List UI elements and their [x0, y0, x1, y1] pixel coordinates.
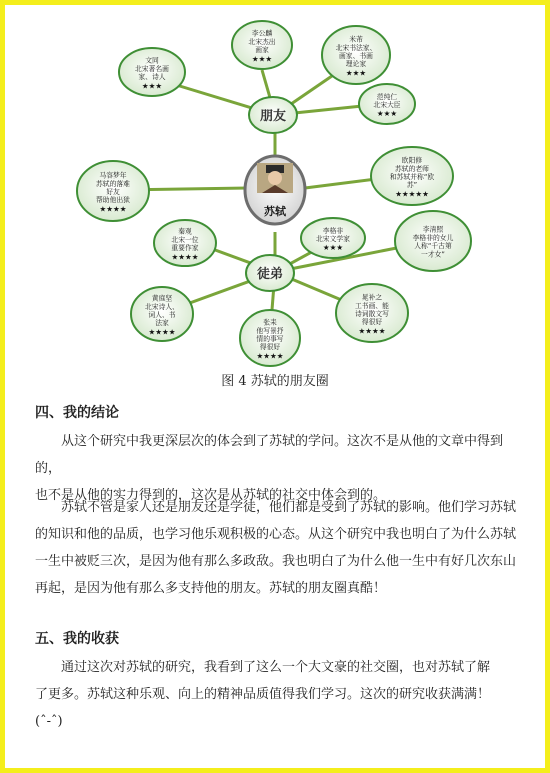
star-rating: ★★★ — [376, 109, 398, 119]
section4-p1-line1: 从这个研究中我更深层次的体会到了苏轼的学问。这次不是从他的文章中得到的， — [35, 434, 504, 476]
bubble-text: 欧阳修 — [401, 156, 423, 165]
bubble-text: 他写景抒 — [256, 326, 284, 335]
bubble-text: 情的事写 — [256, 335, 284, 343]
hub-friends-label: 朋友 — [259, 109, 287, 124]
bubble-ouyang-xiu — [371, 147, 453, 205]
bubble-wen-tong — [119, 48, 185, 96]
bubble-text: 理论家 — [345, 60, 367, 69]
bubble-text: 重要作家 — [171, 244, 199, 253]
bubble-li-gonglin — [232, 21, 292, 69]
bubble-text: 张耒 — [263, 318, 277, 327]
bubble-fan-chunren — [359, 84, 415, 124]
bubble-text: 黄庭坚 — [151, 294, 173, 303]
star-rating: ★★★ — [141, 81, 163, 91]
star-rating: ★★★ — [251, 54, 273, 64]
bubble-text: 李清照 — [422, 225, 444, 234]
star-rating: ★★★★ — [99, 204, 127, 214]
section4-p2 — [35, 494, 525, 602]
section5-heading: 五、我的收获 — [35, 631, 119, 647]
bubble-qin-guan — [154, 220, 216, 266]
bubble-text: 李格非 — [322, 226, 344, 235]
bubble-text: 李公麟 — [251, 29, 273, 38]
star-rating: ★★★★★ — [395, 189, 429, 199]
bubble-text: 北宋一位 — [171, 235, 199, 244]
bubble-text: 画家 — [255, 46, 269, 55]
bubble-chao-buzhi — [336, 284, 408, 342]
bubble-text: 北宋大臣 — [373, 101, 401, 109]
bubble-text: 米芾 — [349, 35, 363, 44]
section4-heading: 四、我的结论 — [35, 405, 119, 421]
bubble-text: 北宋杰出 — [248, 37, 276, 46]
section4-p1-line2: 也不是从他的实力得到的，这次是从苏轼的社交中体会到的。 — [35, 488, 387, 503]
bubble-ma-mengde — [77, 161, 149, 221]
bubble-text: 帮助他出狱 — [96, 196, 130, 205]
hub-disciples-label: 徒弟 — [256, 267, 284, 282]
bubble-text: 好友 — [106, 188, 120, 196]
bubble-text: 北宋文学家 — [316, 235, 350, 243]
bubble-text: 李格非的女儿 — [412, 233, 454, 242]
bubble-li-qingzhao — [395, 211, 471, 271]
bubble-text: 一才女” — [421, 250, 445, 259]
bubble-text: 词人、书 — [148, 311, 176, 319]
bubble-text: 得很好 — [361, 318, 383, 327]
bubble-text: 秦观 — [178, 227, 192, 236]
bubble-text: 得很好 — [259, 343, 281, 352]
bubble-mi-fu — [322, 26, 390, 84]
bubble-text: 马容梦年 — [99, 171, 127, 180]
bubble-zhang-lei — [240, 310, 300, 366]
section4-p2-line4: 再起，是因为他有那么多支持他的朋友。苏轼的朋友圈真酷！ — [35, 581, 387, 596]
section5-p1-line3: (ˆ-ˆ) — [35, 714, 63, 729]
center-label: 苏轼 — [264, 205, 286, 218]
bubble-huang-tingjian — [131, 287, 193, 341]
bubble-text: 文同 — [145, 56, 159, 65]
section5-p1-line1: 通过这次对苏轼的研究，我看到了这么一个大文豪的社交圈，也对苏轼了解 — [61, 660, 491, 675]
star-rating: ★★★ — [322, 243, 344, 253]
star-rating: ★★★★ — [148, 327, 176, 337]
bubble-text: 北宋著名画 — [135, 64, 169, 73]
star-rating: ★★★★ — [256, 351, 284, 361]
bubble-text: 苏轼的落难 — [96, 179, 130, 188]
bubble-li-gefei — [301, 218, 365, 258]
star-rating: ★★★★ — [171, 252, 199, 262]
section5-p1 — [35, 654, 525, 735]
bubble-text: 苏轼的老师 — [395, 164, 429, 173]
bubble-text: 范纯仁 — [376, 92, 398, 101]
section4-p2-line3: 一生中被贬三次，是因为他有那么多政敌。我也明白了为什么他一生中有好几次东山 — [35, 554, 517, 569]
bubble-text: 人称“千古第 — [414, 242, 452, 251]
bubble-text: 家、诗人 — [138, 73, 166, 82]
bubble-text: 苏” — [406, 181, 418, 190]
bubble-text: 画家、书画 — [339, 52, 373, 60]
bubble-text: 法家 — [155, 319, 169, 328]
su-shi-portrait — [257, 163, 293, 193]
section5-p1-line2: 了更多。苏轼这种乐观、向上的精神品质值得我们学习。这次的研究收获满满！ — [35, 687, 491, 702]
section4-p2-line1: 苏轼不管是家人还是朋友还是学徒，他们都是受到了苏轼的影响。他们学习苏轼 — [61, 500, 517, 515]
bubble-text: 诗词散文写 — [355, 310, 389, 318]
figure-caption: 图 4 苏轼的朋友圈 — [221, 374, 329, 389]
section4-p2-line2: 的知识和他的品质，也学习他乐观积极的心态。从这个研究中我也明白了为什么苏轼 — [35, 527, 517, 542]
bubble-text: 晁补之 — [361, 293, 383, 302]
bubble-text: 北宋书法家、 — [335, 43, 377, 52]
bubble-text: 北宋诗人、 — [145, 302, 179, 311]
bubble-text: 工书画、能 — [355, 301, 389, 310]
star-rating: ★★★★ — [358, 326, 386, 336]
star-rating: ★★★ — [345, 68, 367, 78]
bubble-text: 和苏轼并称“欧 — [389, 173, 435, 181]
